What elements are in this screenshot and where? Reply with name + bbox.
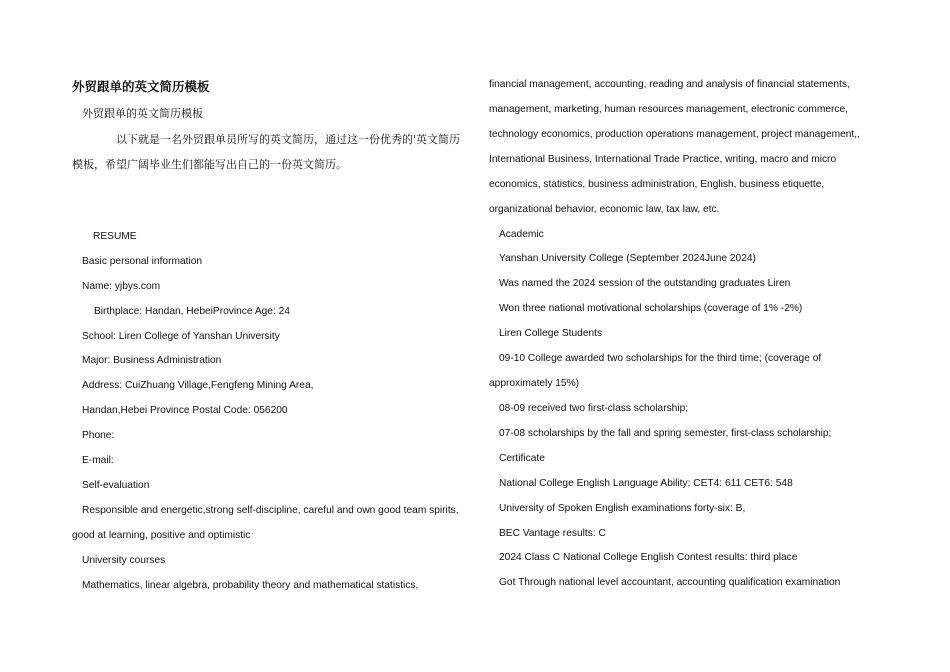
text-line: 08-09 received two first-class scholarship; (499, 403, 689, 414)
text-line: Got Through national level accountant, accounting qualification examination (499, 577, 841, 588)
section-heading-basic-info: Basic personal information (82, 256, 203, 267)
text-line: BEC Vantage results: C (499, 528, 606, 539)
text-line: Won three national motivational scholarships (coverage of 1% -2%) (499, 303, 803, 314)
text-line: 09-10 College awarded two scholarships for the third time; (coverage of (499, 353, 822, 364)
text-line: Handan,Hebei Province Postal Code: 056200 (82, 405, 288, 416)
text-line: Address: CuiZhuang Village,Fengfeng Mining Area, (82, 380, 314, 391)
resume-heading: RESUME (93, 231, 137, 242)
text-line: 2024 Class C National College English Contest results: third place (499, 552, 798, 563)
text-line: Major: Business Administration (82, 355, 222, 366)
text-line: technology economics, production operations management, project management,, (489, 129, 860, 140)
text-line: good at learning, positive and optimistic (72, 530, 251, 541)
text-line: University of Spoken English examinations forty-six: B, (499, 503, 746, 514)
text-line: Was named the 2024 session of the outstanding graduates Liren (499, 278, 791, 289)
text-line: E-mail: (82, 455, 114, 466)
text-line: management, marketing, human resources management, electronic commerce, (489, 104, 848, 115)
section-heading-self-evaluation: Self-evaluation (82, 480, 150, 491)
document-title: 外贸跟单的英文简历模板 (72, 79, 210, 94)
text-line: Name: yjbys.com (82, 281, 161, 292)
intro-paragraph: 以下就是一名外贸跟单员所写的英文简历，通过这一份优秀的'英文简历模板，希望广阔毕业生们都能写出自己的一份英文简历。 (72, 133, 461, 171)
text-line: Phone: (82, 430, 115, 441)
text-line: organizational behavior, economic law, tax law, etc. (489, 204, 720, 215)
section-heading-courses: University courses (82, 555, 166, 566)
text-line: economics, statistics, business administration, English, business etiquette, (489, 179, 825, 190)
text-line: Responsible and energetic,strong self-discipline, careful and own good team spirits, (82, 505, 459, 516)
text-line: International Business, International Trade Practice, writing, macro and micro (489, 154, 837, 165)
text-line: Yanshan University College (September 2024June 2024) (499, 253, 756, 264)
text-line: National College English Language Ability: CET4: 611 CET6: 548 (499, 478, 793, 489)
text-line: 07-08 scholarships by the fall and spring semester, first-class scholarship; (499, 428, 832, 439)
text-line: Birthplace: Handan, HebeiProvince Age: 24 (94, 306, 290, 317)
document-subtitle: 外贸跟单的英文简历模板 (82, 107, 203, 120)
section-heading-academic: Academic (499, 229, 544, 240)
text-line: Mathematics, linear algebra, probability theory and mathematical statistics, (82, 580, 419, 591)
text-line: approximately 15%) (489, 378, 580, 389)
section-heading-certificate: Certificate (499, 453, 545, 464)
text-line: financial management, accounting, reading and analysis of financial statements, (489, 79, 850, 90)
text-line: School: Liren College of Yanshan University (82, 331, 280, 342)
text-line: Liren College Students (499, 328, 603, 339)
